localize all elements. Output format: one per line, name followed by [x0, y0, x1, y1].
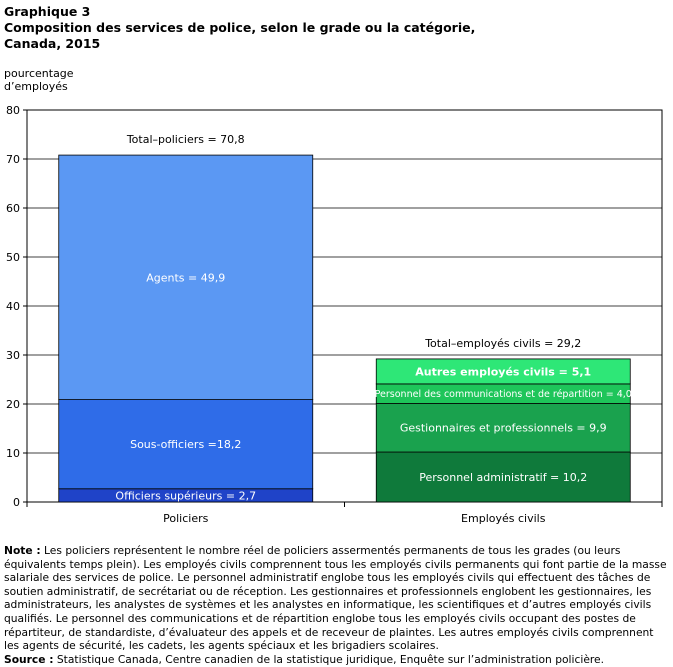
bar-segment-label: Personnel administratif = 10,2: [419, 470, 588, 484]
y-tick-label: 30: [6, 349, 20, 362]
y-tick-label: 70: [6, 153, 20, 166]
bar-segment-label: Gestionnaires et professionnels = 9,9: [399, 421, 607, 435]
y-tick-label: 40: [6, 300, 20, 313]
y-tick-label: 60: [6, 202, 20, 215]
source-paragraph: [4, 653, 670, 667]
title-line-2: Composition des services de police, selon le grade ou la catégorie,: [4, 20, 476, 35]
source-text: Statistique Canada, Centre canadien de la statistique juridique, Enquête sur l’administration policière.: [53, 652, 605, 666]
bar-segment-label: Personnel des communications et de répartition = 4,0: [374, 389, 632, 401]
x-category-label: Policiers: [163, 512, 209, 525]
note-text: Les policiers représentent le nombre réel de policiers assermentés permanents de tous les grades (ou leurs équivalents temps plein). Les employés civils comprennent tous les employés civils permanents qui font partie de la masse salariale des services de police. Le personnel administratif englobe tous les employés civils qui effectuent des tâches de soutien administratif, de secrétariat ou de réception. Les gestionnaires et professionnels englobent les gestionnaires, les administrateurs, les analystes de systèmes et les analystes en informatique, les scientifiques et d’autres employés civils qualifiés. Le personnel des communications et de répartition englobe tous les employés civils occupant des postes de répartiteur, de standardiste, d’évaluateur des appels et de receveur de plaintes. Les autres employés civils comprennent les agents de sécurité, les cadets, les agents spéciaux et les brigadiers scolaires.: [4, 544, 667, 653]
source-label: Source :: [4, 652, 54, 666]
y-tick-label: 50: [6, 251, 20, 264]
y-tick-label: 20: [6, 398, 20, 411]
x-category-label: Employés civils: [461, 512, 546, 525]
bar-segment-label: Officiers supérieurs = 2,7: [115, 489, 257, 503]
bar-segment-label: Autres employés civils = 5,1: [415, 365, 592, 379]
y-tick-label: 0: [13, 496, 20, 509]
chart-notes: [4, 544, 670, 666]
y-axis-label-line-2: d’employés: [4, 80, 68, 93]
bar-total-label: Total–policiers = 70,8: [126, 133, 245, 147]
bar-segment-label: Agents = 49,9: [146, 271, 226, 285]
bar-segment-label: Sous-officiers =18,2: [130, 438, 242, 452]
note-label: Note :: [4, 544, 41, 557]
y-tick-label: 10: [6, 447, 20, 460]
y-axis-label-line-1: pourcentage: [4, 67, 74, 80]
title-line-1: Graphique 3: [4, 4, 91, 19]
title-line-3: Canada, 2015: [4, 36, 101, 51]
y-tick-label: 80: [6, 104, 20, 117]
note-paragraph: [4, 544, 670, 653]
bar-total-label: Total–employés civils = 29,2: [425, 336, 582, 350]
